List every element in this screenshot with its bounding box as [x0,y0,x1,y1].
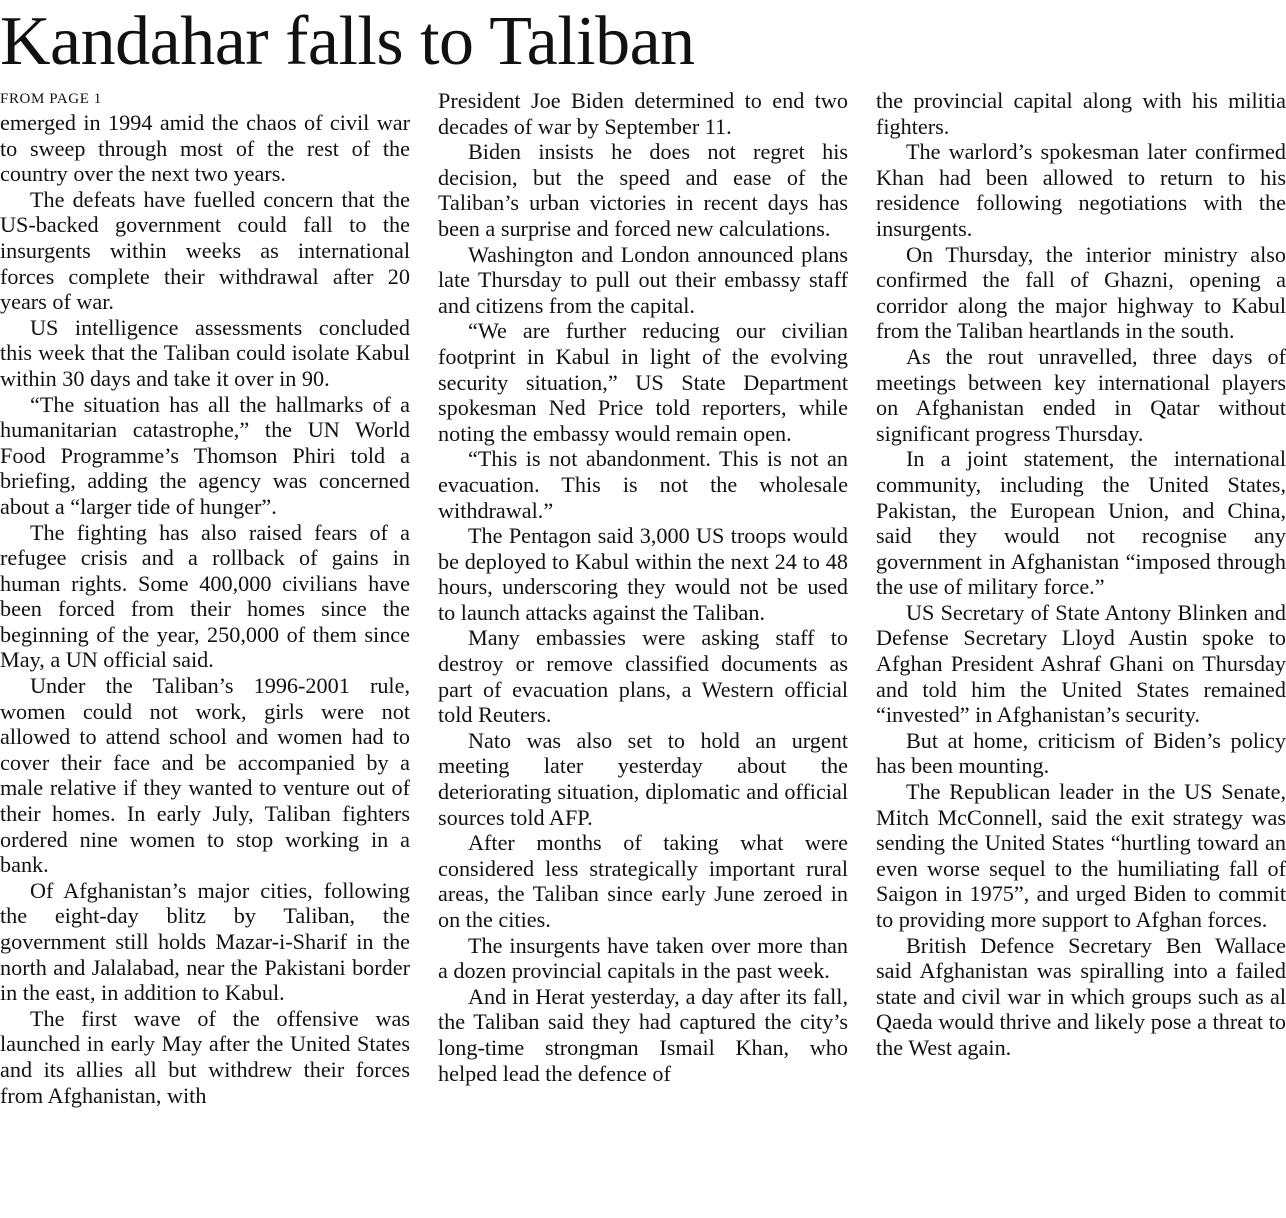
paragraph: The insurgents have taken over more than a dozen provincial capitals in the past week. [438,932,848,984]
paragraph: The fighting has also raised fears of a refugee crisis and a rollback of gains in human rights. Some 400,000 civilians have been forced from their homes since the beginning of the year, 250,000 of them since May, a UN official said. [0,519,410,673]
paragraph: the provincial capital along with his militia fighters. [876,88,1286,139]
headline: Kandahar falls to Taliban [0,3,695,80]
paragraph: Under the Taliban’s 1996-2001 rule, women could not work, girls were not allowed to attend school and women had to cover their face and be accompanied by a male relative if they wanted to venture out of their homes. In early July, Taliban fighters ordered nine women to stop working in a bank. [0,673,410,878]
paragraph: After months of taking what were considered less strategically important rural areas, the Taliban since early June zeroed in on the cities. [438,830,848,932]
paragraph: British Defence Secretary Ben Wallace said Afghanistan was spiralling into a failed state and civil war in which groups such as al Qaeda would thrive and likely pose a threat to the West again. [876,932,1286,1060]
paragraph: As the rout unravelled, three days of meetings between key international players on Afghanistan ended in Qatar without significant progress Thursday. [876,343,1286,446]
paragraph: emerged in 1994 amid the chaos of civil war to sweep through most of the rest of the country over the next two years. [0,110,410,187]
paragraph: And in Herat yesterday, a day after its fall, the Taliban said they had captured the city’s long-time strongman Ismail Khan, who helped lead the defence of [438,983,848,1086]
paragraph: The defeats have fuelled concern that the US-backed government could fall to the insurgents within weeks as international forces complete their withdrawal after 20 years of war. [0,186,410,315]
paragraph: On Thursday, the interior ministry also confirmed the fall of Ghazni, opening a corridor along the major highway to Kabul from the Taliban heartlands in the south. [876,241,1286,344]
paragraph: “We are further reducing our civilian footprint in Kabul in light of the evolving security situation,” US State Department spokesman Ned Price told reporters, while noting the embassy would remain open. [438,318,848,446]
paragraph: Of Afghanistan’s major cities, following the eight-day blitz by Taliban, the government still holds Mazar-i-Sharif in the north and Jalalabad, near the Pakistani border in the east, in addition to Kabul. [0,877,410,1006]
article-column-3 [876,88,1286,1061]
paragraph: The Republican leader in the US Senate, Mitch McConnell, said the exit strategy was sending the United States “hurtling toward an even worse sequel to the humiliating fall of Saigon in 1975”, and urged Biden to commit to providing more support to Afghan forces. [876,779,1286,932]
paragraph: US Secretary of State Antony Blinken and Defense Secretary Lloyd Austin spoke to Afghan President Ashraf Ghani on Thursday and told him the United States remained “invested” in Afghanistan’s security. [876,599,1286,728]
paragraph: Washington and London announced plans late Thursday to pull out their embassy staff and citizens from the capital. [438,241,848,318]
paragraph: President Joe Biden determined to end two decades of war by September 11. [438,88,848,139]
paragraph: Biden insists he does not regret his decision, but the speed and ease of the Taliban’s urban victories in recent days has been a surprise and forced new calculations. [438,139,848,241]
paragraph: Nato was also set to hold an urgent meeting later yesterday about the deteriorating situation, diplomatic and official sources told AFP. [438,727,848,830]
article-column-1 [0,88,410,1108]
paragraph: “This is not abandonment. This is not an evacuation. This is not the wholesale withdrawal.” [438,446,848,523]
paragraph: The warlord’s spokesman later confirmed Khan had been allowed to return to his residence following negotiations with the insurgents. [876,139,1286,241]
paragraph: “The situation has all the hallmarks of a humanitarian catastrophe,” the UN World Food Programme’s Thomson Phiri told a briefing, adding the agency was concerned about a “larger tide of hunger”. [0,391,410,519]
article-column-2 [438,88,848,1086]
paragraph: The Pentagon said 3,000 US troops would be deployed to Kabul within the next 24 to 48 hours, underscoring they would not be used to launch attacks against the Taliban. [438,523,848,625]
paragraph: The first wave of the offensive was launched in early May after the United States and its allies all but withdrew their forces from Afghanistan, with [0,1005,410,1108]
jump-line: FROM PAGE 1 [0,91,102,107]
paragraph: In a joint statement, the international community, including the United States, Pakistan, the European Union, and China, said they would not recognise any government in Afghanistan “imposed through the use of military force.” [876,446,1286,600]
paragraph: US intelligence assessments concluded this week that the Taliban could isolate Kabul within 30 days and take it over in 90. [0,314,410,391]
paragraph: But at home, criticism of Biden’s policy has been mounting. [876,727,1286,779]
paragraph: Many embassies were asking staff to destroy or remove classified documents as part of evacuation plans, a Western official told Reuters. [438,625,848,728]
